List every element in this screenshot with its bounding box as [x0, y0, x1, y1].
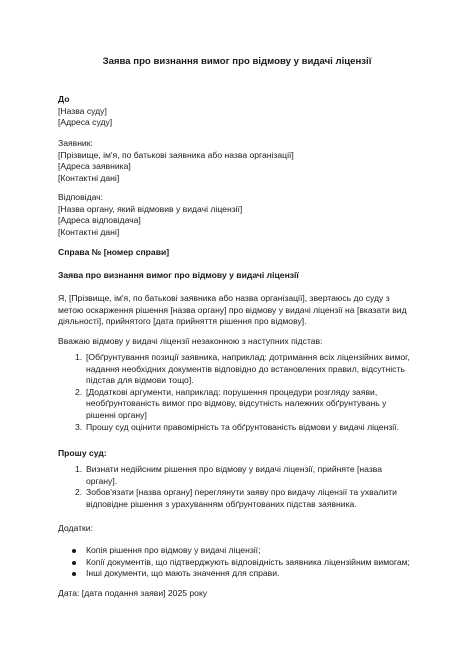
applicant-name: [Прізвище, ім'я, по батькові заявника або назва організації] [58, 149, 294, 160]
date-line: Дата: [дата подання заяви] 2025 року [58, 588, 208, 598]
list-item-line: Прошу суд оцінити правомірність та обґрунтованість відмови у видачі ліцензії. [86, 421, 399, 432]
court-block [58, 94, 418, 129]
intro-line: Я, [Прізвище, ім'я, по батькові заявника або назва організації], звертаюсь до суду з [58, 293, 390, 303]
intro-paragraph [58, 293, 418, 328]
list-item-line: [Обґрунтування позиції заявника, наприклад: дотримання всіх ліцензійних вимог, [86, 352, 410, 362]
list-item-line: відповідне рішення з урахуванням обґрунтованих підстав заявника. [86, 498, 357, 509]
applicant-address: [Адреса заявника] [58, 161, 131, 172]
requests-list [58, 464, 418, 510]
respondent-block [58, 192, 418, 238]
applicant-block [58, 138, 418, 184]
grounds-list [58, 352, 418, 433]
applicant-label: Заявник: [58, 138, 93, 148]
list-item [58, 568, 418, 580]
list-item-line: [Додаткові аргументи, наприклад: порушення процедури розгляду заяви, [86, 386, 378, 397]
list-item-line: Визнати недійсним рішення про відмову у видачі ліцензії, прийняте [назва [86, 464, 383, 474]
respondent-label: Відповідач: [58, 192, 104, 202]
bullet-icon [72, 561, 76, 565]
intro-line: метою оскарження рішення [назва органу] про відмову у видачі ліцензії на [вказати вид [58, 304, 407, 315]
requests-heading: Прошу суд: [58, 448, 107, 458]
list-item [58, 557, 418, 569]
attachments-heading: Додатки: [58, 523, 93, 533]
court-name: [Назва суду] [58, 105, 107, 116]
bullet-icon [72, 572, 76, 576]
list-item-line: підстав для відмови тощо]. [86, 375, 194, 386]
list-item-line: органу]. [86, 475, 118, 486]
list-item [58, 487, 418, 510]
bullet-icon [72, 549, 76, 553]
list-item-line: надання необхідних документів відповідно до встановлених правил, відсутність [86, 363, 405, 374]
case-number: Справа № [номер справи] [58, 247, 170, 257]
grounds-intro: Вважаю відмову у видачі ліцензії незаконною з наступних підстав: [58, 336, 323, 346]
list-item [58, 464, 418, 487]
list-item [58, 545, 418, 557]
court-address: [Адреса суду] [58, 117, 113, 128]
list-number: 2. [75, 386, 83, 397]
intro-line: діяльності], прийнятого [дата прийняття рішення про відмову]. [58, 316, 307, 327]
list-item-line: Зобов'язати [назва органу] переглянути заяву про видачу ліцензії та ухвалити [86, 487, 397, 498]
list-item [58, 387, 418, 422]
list-number: 3. [75, 421, 83, 432]
list-number: 2. [75, 487, 83, 498]
list-number: 1. [75, 464, 83, 474]
document-title: Заява про визнання вимог про відмову у видачі ліцензії [102, 56, 372, 67]
list-item-line: Інші документи, що мають значення для справи. [86, 568, 280, 579]
list-item [58, 422, 418, 434]
attachments-list [58, 545, 418, 580]
court-label: До [58, 94, 70, 104]
applicant-contacts: [Контактні дані] [58, 172, 120, 183]
list-item-line: рішенні органу] [86, 409, 147, 420]
respondent-address: [Адреса відповідача] [58, 215, 141, 226]
list-item [58, 352, 418, 387]
respondent-contacts: [Контактні дані] [58, 226, 120, 237]
list-item-line: Копії документів, що підтверджують відповідність заявника ліцензійним вимогам; [86, 556, 410, 567]
list-number: 1. [75, 352, 83, 362]
statement-subtitle: Заява про визнання вимог про відмову у видачі ліцензії [58, 270, 299, 280]
list-item-line: Копія рішення про відмову у видачі ліцензії; [86, 545, 261, 555]
respondent-name: [Назва органу, який відмовив у видачі ліцензії] [58, 203, 243, 214]
list-item-line: необґрунтованість вимог про відмову, відсутність належних обґрунтувань у [86, 398, 387, 409]
